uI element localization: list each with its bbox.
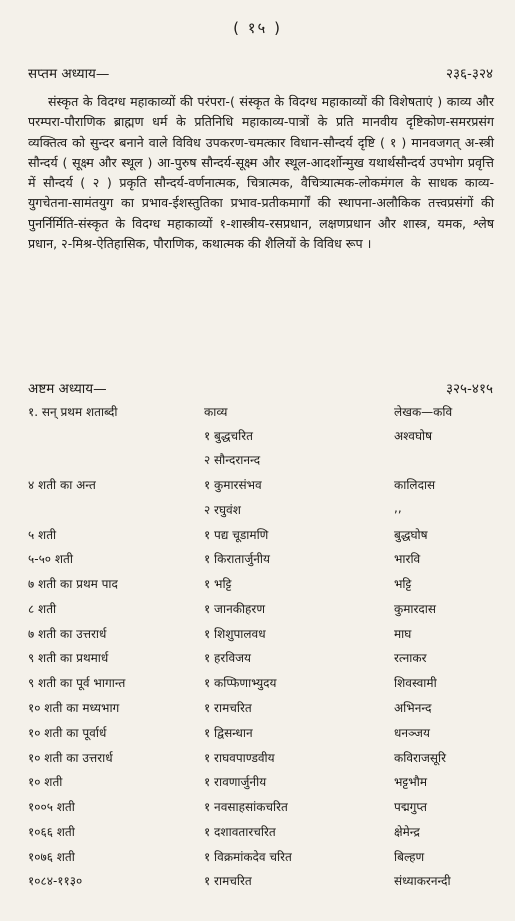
page-number: ( १५ ) [233,19,282,37]
row-period: ७ शती का उत्तरार्ध [28,627,107,641]
table-row [28,600,498,620]
row-period: ९ शती का प्रथमार्ध [28,651,109,665]
table-row [28,674,498,694]
row-author: क्षेमेन्द्र [394,825,420,839]
row-period: १००५ शती [28,800,75,814]
row-author: शिवस्वामी [394,676,437,690]
row-period: ५-५० शती [28,552,73,566]
row-work: १ हरविजय [204,651,251,665]
row-period: १० शती का मध्यभाग [28,701,120,715]
table-row [28,823,498,843]
row-work: १ किरातार्जुनीय [204,552,270,566]
row-author: पद्मगुप्त [394,800,427,814]
row-work: १ रामचरित [204,701,252,715]
chapter-8-title: अष्टम अध्याय— [28,381,107,397]
table-row [28,848,498,868]
row-period: १०७६ शती [28,850,75,864]
header-work: काव्य [204,405,228,419]
row-author: अश्वघोष [394,429,433,443]
row-work: १ कप्फिणाभ्युदय [204,676,277,690]
row-work: १ विक्रमांकदेव चरित [204,850,292,864]
row-author: भट्टि [394,577,412,591]
row-period: ४ शती का अन्त [28,478,96,492]
row-author: माघ [394,627,412,641]
table-row [28,575,498,595]
row-period: ७ शती का प्रथम पाद [28,577,118,591]
row-period: १०६६ शती [28,825,75,839]
row-author: संध्याकरनन्दी [394,874,451,888]
row-period: ५ शती [28,528,57,542]
row-period: १० शती का पूर्वार्ध [28,726,107,740]
row-period: ९ शती का पूर्व भागान्त [28,676,126,690]
table-row [28,773,498,793]
table-row [28,427,498,447]
row-work: १ शिशुपालवध [204,627,266,641]
row-work: १ रामचरित [204,874,252,888]
row-author: बिल्हण [394,850,425,864]
row-author: कुमारदास [394,602,437,616]
table-row [28,451,498,471]
row-work: १ पद्य चूडामणि [204,528,269,542]
row-period: १० शती का उत्तरार्ध [28,751,113,765]
row-author: बुद्धघोष [394,528,428,542]
header-period: १. सन् प्रथम शताब्दी [28,405,118,419]
row-author: कालिदास [394,478,436,492]
row-work: १ कुमारसंभव [204,478,262,492]
table-row [28,724,498,744]
row-author: भारवि [394,552,421,566]
row-work: १ राघवपाण्डवीय [204,751,275,765]
table-row [28,625,498,645]
row-work: १ बुद्धचरित [204,429,253,443]
table-row [28,476,498,496]
row-work: १ नवसाहसांकचरित [204,800,288,814]
header-author: लेखक—कवि [394,405,453,419]
chapter-8-heading [28,379,493,397]
table-row [28,526,498,546]
row-author: अभिनन्द [394,701,432,715]
table-header [28,403,498,423]
chapter-7-paragraph: संस्कृत के विदग्ध महाकाव्यों की परंपरा-( संस्कृत के विदग्ध महाकाव्यों की विशेषताएं ) काव्य और परम्परा-पौराणिक ब्राह्मण धर्म के प्रतिनिधि महाकाव्य-पात्रों के प्रति मानवीय दृष्टिकोण-समरप्रसंग व्यक्तित्व को सुन्दर बनाने वाले विविध उपकरण-चमत्कार विधान-सौन्दर्य दृष्टि ( १ ) मानवजगत् अ-स्त्री सौन्दर्य ( सूक्ष्म और स्थूल ) आ-पुरुष सौन्दर्य-सूक्ष्म और स्थूल-आदर्शोन्मुख यथार्थसौन्दर्य उपभोग प्रवृत्ति में सौन्दर्य ( २ ) प्रकृति सौन्दर्य-वर्णनात्मक, चित्रात्मक, वैचित्र्यात्मक-लोकमंगल के साधक काव्य-युगचेतना-सामंतयुग का प्रभाव-ईशस्तुतिका प्रभाव-प्रतीकमार्गों की स्थापना-अलौकिक तत्त्वप्रसंगों की पुनर्निर्मिति-संस्कृत के विदग्ध महाकाव्यों १-शास्त्रीय-रसप्रधान, लक्षणप्रधान और शास्त्र, यमक, श्लेष प्रधान, २-मिश्र-ऐतिहासिक, पौराणिक, कथात्मक की शैलियों के विविध रूप । [28,94,494,252]
table-row [28,550,498,570]
row-author: धनञ्जय [394,726,430,740]
row-author: ,, [394,501,402,515]
row-work: १ जानकीहरण [204,602,266,616]
row-work: २ रघुवंश [204,503,241,517]
table-row [28,798,498,818]
chapter-7-pages: २३६-३२४ [446,66,493,82]
row-work: २ सौन्दरानन्द [204,453,261,467]
row-period: १० शती [28,775,63,789]
row-author: कविराजसूरि [394,751,447,765]
table-row [28,699,498,719]
table-row [28,872,498,892]
row-work: १ रावणार्जुनीय [204,775,267,789]
chapter-7-heading [28,64,493,82]
row-period: ८ शती [28,602,57,616]
table-row [28,749,498,769]
row-author: भट्टभौम [394,775,428,789]
row-period: १०८४-११३० [28,874,83,888]
row-work: १ दशावतारचरित [204,825,276,839]
row-work: १ भट्टि [204,577,232,591]
row-author: रत्नाकर [394,651,427,665]
row-work: १ द्विसन्धान [204,726,253,740]
chapter-7-summary [28,92,494,254]
table-row [28,501,498,521]
table-row [28,649,498,669]
chapter-7-title: सप्तम अध्याय— [28,66,110,82]
chapter-8-pages: ३२५-४१५ [446,381,493,397]
